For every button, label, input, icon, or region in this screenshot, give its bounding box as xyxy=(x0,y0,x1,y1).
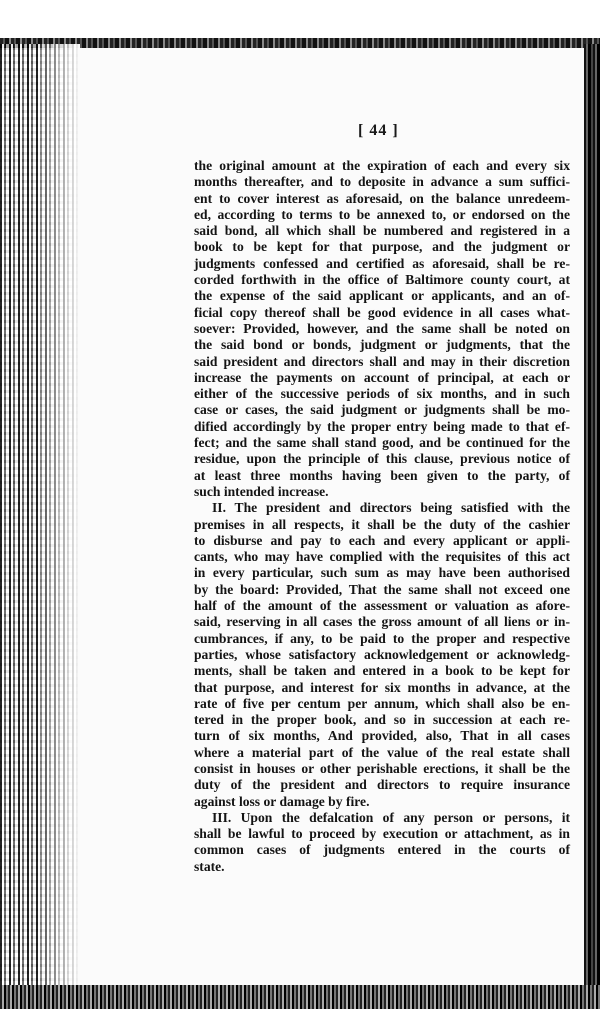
text-line: ments, shall be taken and entered in a book to be kept for xyxy=(194,663,570,679)
text-line: said president and directors shall and may in their discretion xyxy=(194,353,570,369)
scan-top-margin xyxy=(0,0,600,40)
text-line: duty of the president and directors to require insurance xyxy=(194,777,570,793)
text-line: consist in houses or other perishable erections, it shall be the xyxy=(194,760,570,776)
text-line: soever: Provided, however, and the same shall be noted on xyxy=(194,320,570,336)
text-line: the expense of the said applicant or applicants, and an of- xyxy=(194,288,570,304)
text-line: where a material part of the value of the real estate shall xyxy=(194,744,570,760)
page-number: [ 44 ] xyxy=(358,122,399,139)
text-line: that purpose, and interest for six months in advance, at the xyxy=(194,679,570,695)
text-line: corded forthwith in the office of Baltimore county court, at xyxy=(194,272,570,288)
section-heading-line: II. The president and directors being satisfied with the xyxy=(212,500,570,516)
text-line: residue, upon the principle of this clause, previous notice of xyxy=(194,451,570,467)
text-line: rate of five per centum per annum, which shall also be en- xyxy=(194,695,570,711)
text-line: tered in the proper book, and so in succession at each re- xyxy=(194,712,570,728)
text-line: the said bond or bonds, judgment or judgments, that the xyxy=(194,337,570,353)
text-line: ed, according to terms to be annexed to, or endorsed on the xyxy=(194,206,570,222)
text-line: increase the payments on account of principal, at each or xyxy=(194,369,570,385)
text-line: at least three months having been given to the party, of xyxy=(194,467,570,483)
book-binding-edge xyxy=(0,44,80,1009)
text-line: shall be lawful to proceed by execution or attachment, as in xyxy=(194,826,570,842)
text-line: ficial copy thereof shall be good evidence in all cases what- xyxy=(194,304,570,320)
text-line: such intended increase. xyxy=(194,483,329,499)
page-body-text xyxy=(194,158,570,875)
text-line: ent to cover interest as aforesaid, on the balance unredeem- xyxy=(194,190,570,206)
text-line: against loss or damage by fire. xyxy=(194,793,370,809)
book-top-edge xyxy=(0,38,600,48)
text-line: to disburse and pay to each and every applicant or appli- xyxy=(194,532,570,548)
text-line: common cases of judgments entered in the courts of xyxy=(194,842,570,858)
text-line: fect; and the same shall stand good, and be continued for the xyxy=(194,435,570,451)
text-line: judgments confessed and certified as aforesaid, shall be re- xyxy=(194,255,570,271)
text-line: by the board: Provided, That the same shall not exceed one xyxy=(194,581,570,597)
text-line: cumbrances, if any, to be paid to the proper and respective xyxy=(194,630,570,646)
book-right-edge xyxy=(584,44,600,1009)
text-line: cants, who may have complied with the requisites of this act xyxy=(194,549,570,565)
text-line: premises in all respects, it shall be the duty of the cashier xyxy=(194,516,570,532)
book-bottom-edge xyxy=(0,985,600,1009)
text-line: case or cases, the said judgment or judgments shall be mo- xyxy=(194,402,570,418)
section-heading-line: III. Upon the defalcation of any person or persons, it xyxy=(212,809,570,825)
text-line: in every particular, such sum as may have been authorised xyxy=(194,565,570,581)
text-line: book to be kept for that purpose, and the judgment or xyxy=(194,239,570,255)
text-line: said bond, all which shall be numbered and registered in a xyxy=(194,223,570,239)
text-line: either of the successive periods of six months, and in such xyxy=(194,386,570,402)
text-line: turn of six months, And provided, also, That in all cases xyxy=(194,728,570,744)
text-line: dified accordingly by the proper entry being made to that ef- xyxy=(194,418,570,434)
text-line: months thereafter, and to deposite in advance a sum suffici- xyxy=(194,174,570,190)
text-line: state. xyxy=(194,858,225,874)
text-line: parties, whose satisfactory acknowledgement or acknowledg- xyxy=(194,646,570,662)
text-line: said, reserving in all cases the gross amount of all liens or in- xyxy=(194,614,570,630)
text-line: half of the amount of the assessment or valuation as afore- xyxy=(194,598,570,614)
text-line: the original amount at the expiration of each and every six xyxy=(194,158,570,173)
